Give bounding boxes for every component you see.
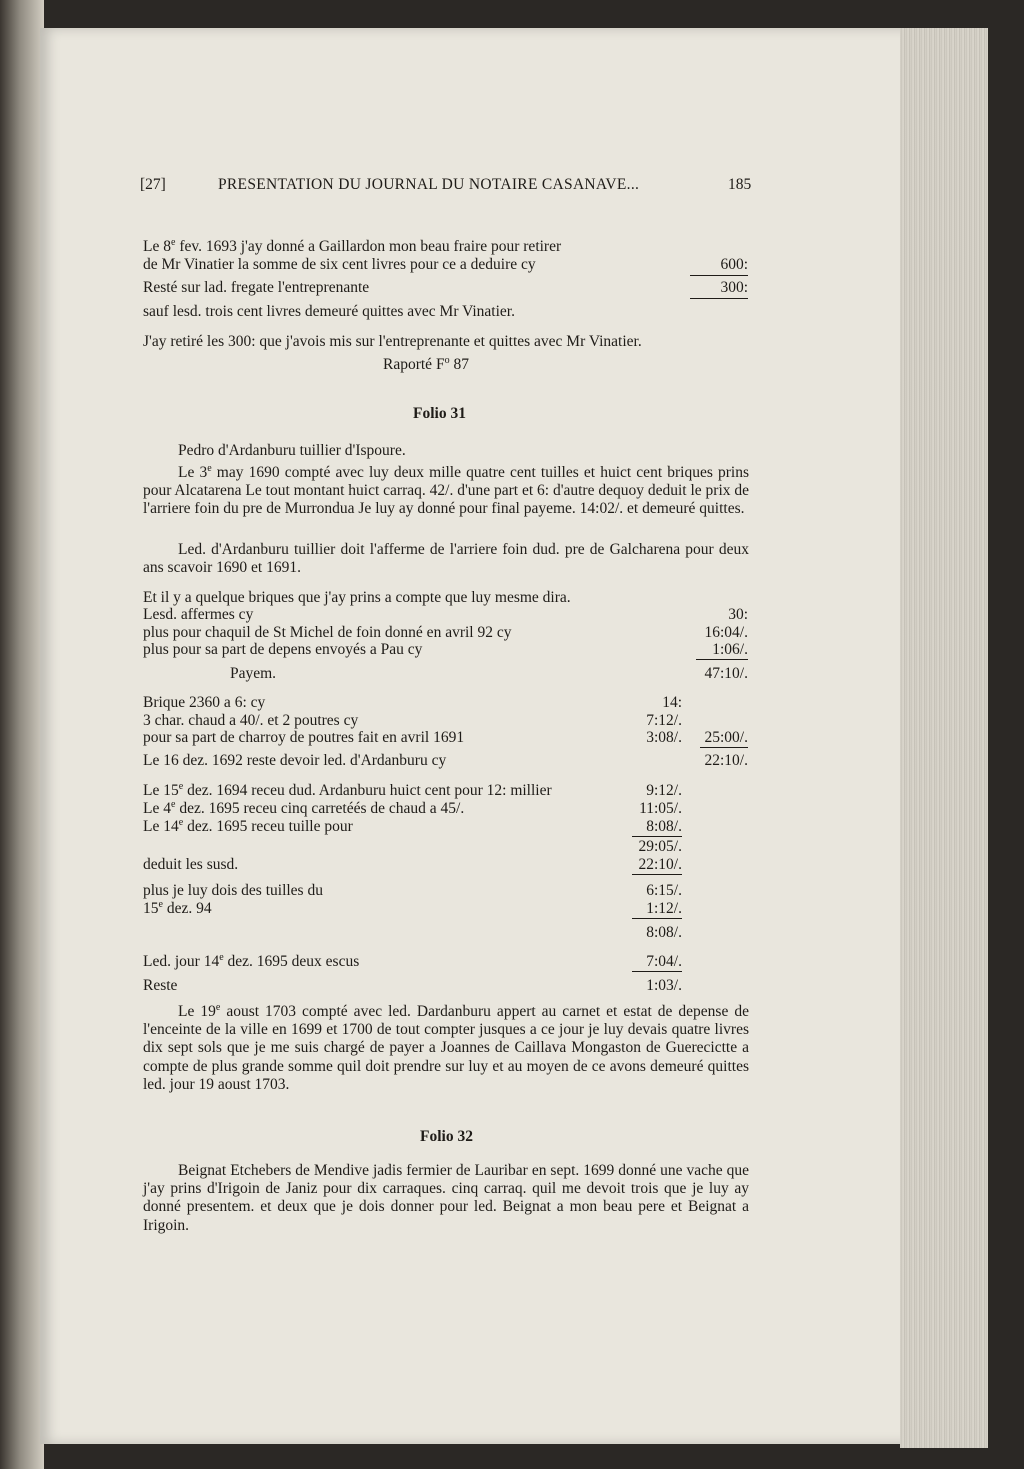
raporte-note: Raporté $F^o$ 87: [383, 354, 469, 373]
text-line: Et il y a quelque briques que j'ay prins a compte que luy mesme dira.: [143, 589, 571, 606]
account-value: 30:: [728, 606, 748, 623]
text-line: Le 8e fev. 1693 j'ay donné a Gaillardon mon beau fraire pour retirer: [143, 236, 562, 255]
account-value: 11:05/.: [639, 800, 682, 817]
page-number: 185: [728, 176, 752, 193]
text-line: sauf lesd. trois cent livres demeuré quittes avec Mr Vinatier.: [143, 303, 515, 320]
account-label: 15e dez. 94: [143, 898, 212, 917]
amount: 600:: [690, 256, 748, 276]
account-value: 6:15/.: [646, 882, 682, 899]
account-sum: 25:00/.: [700, 729, 748, 748]
account-value: 7:12/.: [646, 712, 682, 729]
header-number: [27]: [140, 176, 166, 193]
account-value: 29:05/.: [638, 838, 682, 855]
paragraph: Beignat Etchebers de Mendive jadis fermier de Lauribar en sept. 1699 donné une vache que j'ay prins d'Irigoin de Janiz pour dix carraques. cinq carraq. quil me devoit trois que je luy ay donné presentem. et deux que je dois donner pour led. Beignat a mon beau pere et Beignat a Irigoin.: [143, 1162, 749, 1234]
paragraph: Le 19e aoust 1703 compté avec led. Dardanburu appert au carnet et estat de depense de l'enceinte de la ville en 1699 et 1700 de tout compter jusques a ce jour je luy devais quatre livres dix sept sols que je me suis chargé de payer a Joannes de Caillava Mongaston de Guerecictte a compte de plus grande somme quil doit prendre sur luy et au moyen de ce avons demeuré quittes led. jour 19 aoust 1703.: [143, 1001, 749, 1093]
account-total: 47:10/.: [704, 665, 748, 682]
folio-heading: Folio 31: [413, 405, 466, 422]
account-label: Payem.: [230, 665, 277, 682]
account-label: deduit les susd.: [143, 856, 239, 873]
account-value: 14:: [662, 694, 682, 711]
account-value: 1:06/.: [696, 641, 748, 660]
account-value: 7:04/.: [632, 953, 682, 972]
account-label: plus je luy dois des tuilles du: [143, 882, 323, 899]
text-line: Resté sur lad. fregate l'entreprenante: [143, 279, 370, 296]
account-value: 8:08/.: [646, 924, 682, 941]
page-edges: [900, 28, 990, 1448]
account-label: Led. jour 14e dez. 1695 deux escus: [143, 951, 360, 970]
account-value: 22:10/.: [632, 856, 682, 875]
running-title: PRESENTATION DU JOURNAL DU NOTAIRE CASANAVE...: [218, 176, 640, 193]
account-label: Le 15e dez. 1694 receu dud. Ardanburu huict cent pour 12: millier: [143, 780, 552, 799]
folio-heading: Folio 32: [420, 1128, 473, 1145]
account-value: 1:12/.: [632, 900, 682, 919]
paragraph: Le 3e may 1690 compté avec luy deux mille quatre cent tuilles et huict cent briques prins pour Alcatarena Le tout montant huict carraq. 42/. d'une part et 6: d'autre dequoy deduit le prix de l'arriere foin du pre de Murrondua Je luy ay donné pour final payeme. 14:02/. et demeuré quittes.: [143, 462, 750, 518]
account-label: Le 14e dez. 1695 receu tuille pour: [143, 816, 353, 835]
account-value: 16:04/.: [704, 624, 748, 641]
text-line: J'ay retiré les 300: que j'avois mis sur l'entreprenante et quittes avec Mr Vinatier.: [143, 333, 642, 350]
amount: 300:: [690, 279, 748, 299]
account-label: 3 char. chaud a 40/. et 2 poutres cy: [143, 712, 359, 729]
account-label: pour sa part de charroy de poutres fait en avril 1691: [143, 729, 465, 746]
account-label: Le 16 dez. 1692 reste devoir led. d'Ardanburu cy: [143, 752, 447, 769]
paragraph: Led. d'Ardanburu tuillier doit l'afferme de l'arriere foin dud. pre de Galcharena pour deux ans scavoir 1690 et 1691.: [143, 541, 749, 577]
account-value: 3:08/.: [646, 729, 682, 746]
account-value: 8:08/.: [632, 818, 682, 837]
account-value: 1:03/.: [646, 977, 682, 994]
account-label: plus pour sa part de depens envoyés a Pau cy: [143, 641, 423, 658]
account-value: 9:12/.: [646, 782, 682, 799]
account-label: Brique 2360 a 6: cy: [143, 694, 266, 711]
account-value: 22:10/.: [704, 752, 748, 769]
text-line: Pedro d'Ardanburu tuillier d'Ispoure.: [178, 442, 406, 459]
account-label: Lesd. affermes cy: [143, 606, 254, 623]
text-line: de Mr Vinatier la somme de six cent livres pour ce a deduire cy: [143, 256, 536, 273]
account-label: Reste: [143, 977, 178, 994]
account-label: plus pour chaquil de St Michel de foin donné en avril 92 cy: [143, 624, 512, 641]
background-edge: [988, 0, 1024, 1469]
account-label: Le 4e dez. 1695 receu cinq carretéés de chaud a 45/.: [143, 798, 465, 817]
book-gutter: [0, 0, 44, 1469]
